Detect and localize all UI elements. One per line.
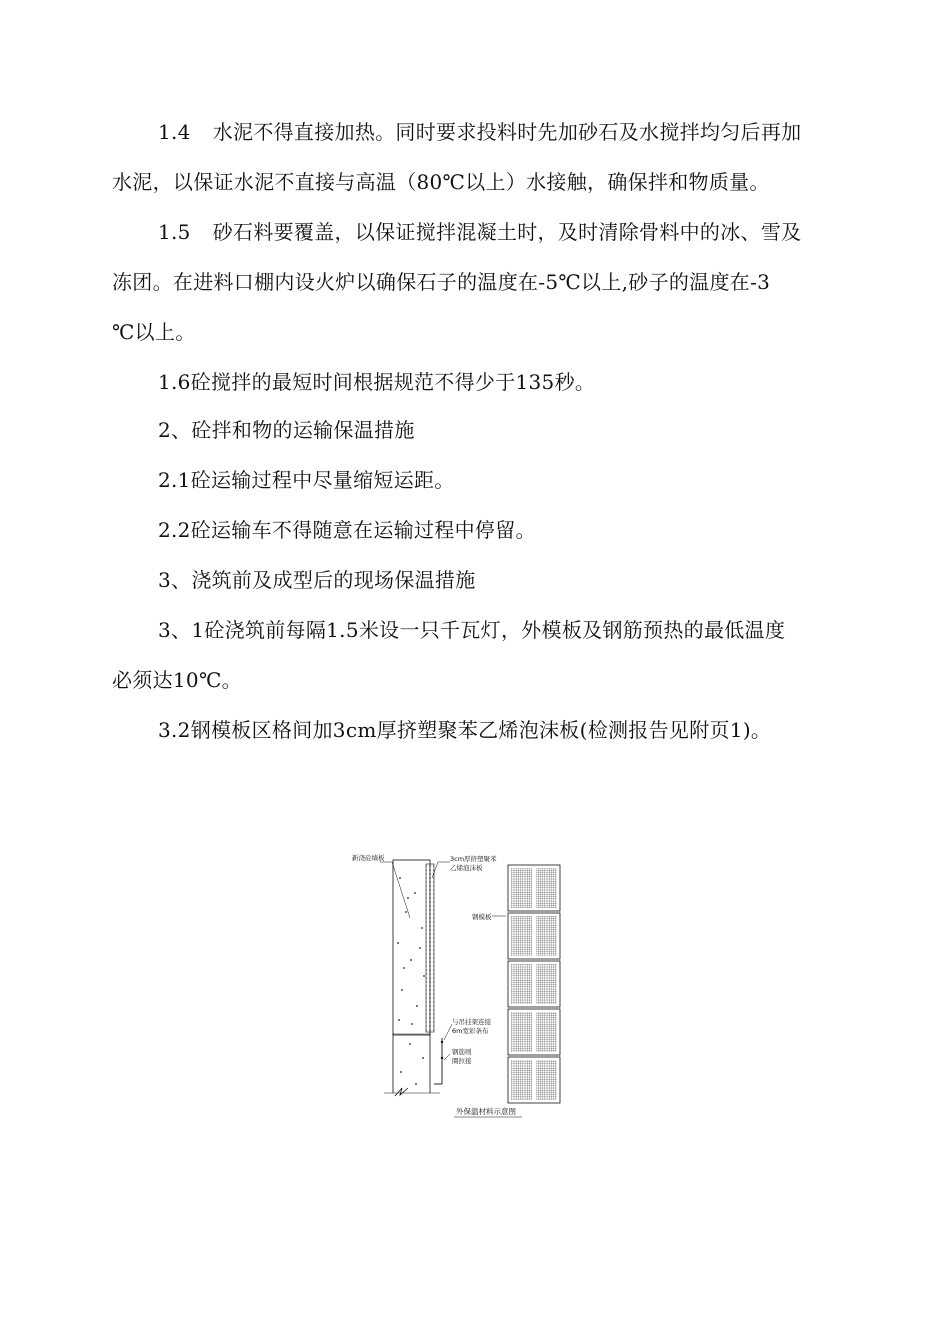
heading-section-3: 3、浇筑前及成型后的现场保温措施 — [158, 568, 476, 592]
paragraph-1-4-continued: 水泥，以保证水泥不直接与高温（80℃以上）水接触，确保拌和物质量。 — [112, 170, 770, 194]
paragraph-text: 水泥不得直接加热。同时要求投料时先加砂石及水搅拌均匀后再加 — [212, 120, 802, 144]
insulation-diagram — [340, 848, 580, 1128]
paragraph-text: 砂石料要覆盖，以保证搅拌混凝土时，及时清除骨料中的冰、雪及 — [212, 220, 802, 244]
paragraph-3-1-continued: 必须达10℃。 — [112, 668, 242, 692]
label-steel-form: 钢模板 — [472, 913, 492, 921]
label-foam-line2: 乙烯泡沫板 — [450, 864, 483, 872]
label-rebar-line1: 钢筋则 — [452, 1048, 472, 1056]
label-hang-line1: 与吊挂架连接 — [452, 1018, 491, 1026]
label-foam-line1: 3cm厚挤塑聚苯 — [450, 855, 497, 863]
paragraph-1-5-continued-2: ℃以上。 — [112, 320, 196, 344]
insulation-diagram-svg — [340, 848, 580, 1128]
section-number: 1.5 — [158, 220, 191, 244]
paragraph-1-5 — [158, 216, 801, 245]
steel-formwork — [508, 865, 560, 1103]
label-hang-line2: 6m宽彩条布 — [452, 1027, 489, 1035]
paragraph-2-2: 2.2砼运输车不得随意在运输过程中停留。 — [158, 518, 536, 542]
heading-section-2: 2、砼拌和物的运输保温措施 — [158, 418, 415, 442]
concrete-wall — [384, 860, 440, 1096]
paragraph-2-1: 2.1砼运输过程中尽量缩短运距。 — [158, 468, 455, 492]
paragraph-1-6: 1.6砼搅拌的最短时间根据规范不得少于135秒。 — [158, 370, 596, 394]
figure-caption: 外保温材料示意图 — [456, 1107, 516, 1116]
paragraph-3-1: 3、1砼浇筑前每隔1.5米设一只千瓦灯，外模板及钢筋预热的最低温度 — [158, 618, 786, 642]
label-new-wall: 新浇砼墙板 — [352, 854, 385, 862]
tie-rod — [434, 1038, 443, 1084]
paragraph-3-2: 3.2钢模板区格间加3cm厚挤塑聚苯乙烯泡沫板(检测报告见附页1)。 — [158, 718, 772, 742]
section-number: 1.4 — [158, 120, 191, 144]
paragraph-1-5-continued: 冻团。在进料口棚内设火炉以确保石子的温度在-5℃以上,砂子的温度在-3 — [112, 270, 771, 294]
paragraph-1-4 — [158, 116, 801, 145]
label-rebar-line2: 圈拉接 — [452, 1057, 472, 1065]
